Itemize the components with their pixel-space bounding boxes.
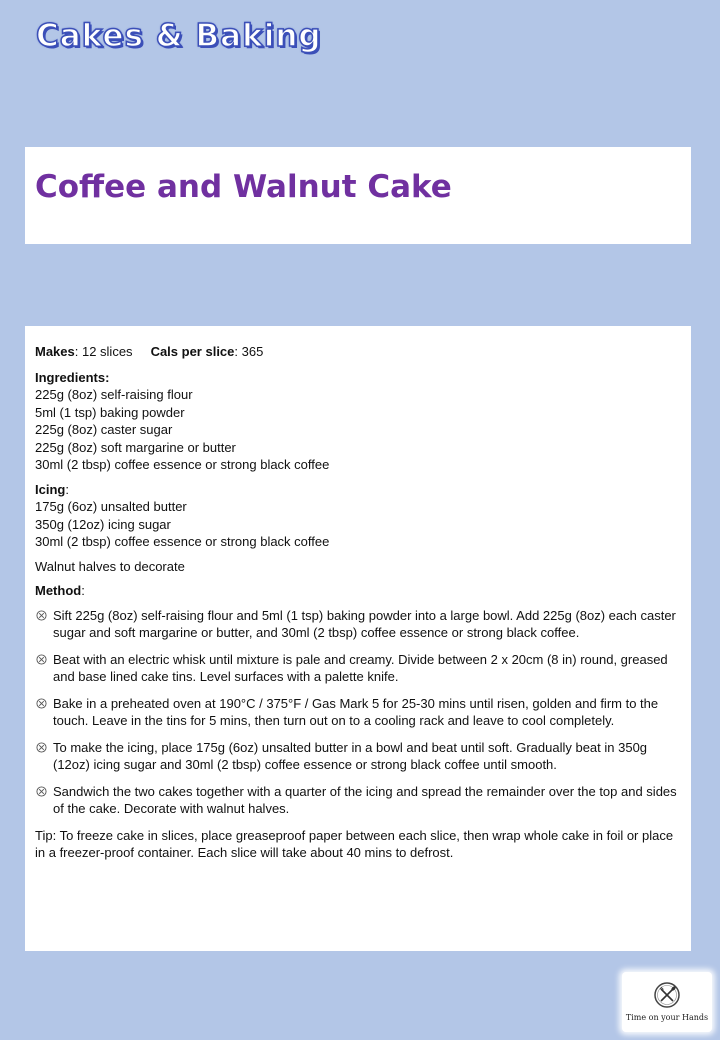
ingredients-section	[35, 369, 681, 474]
method-step	[35, 783, 681, 818]
bullet-icon	[36, 786, 47, 797]
icing-item: 175g (6oz) unsalted butter	[35, 499, 187, 514]
icing-section	[35, 481, 681, 551]
icing-item: 30ml (2 tbsp) coffee essence or strong black coffee	[35, 534, 330, 549]
decoration-note: Walnut halves to decorate	[35, 558, 185, 574]
method-step	[35, 651, 681, 686]
method-heading-suffix: :	[81, 583, 85, 598]
recipe-content	[25, 326, 691, 951]
title-panel	[25, 147, 691, 244]
brand-logo	[622, 972, 712, 1032]
icing-heading: Icing	[35, 481, 66, 497]
tip-text: Tip: To freeze cake in slices, place greaseproof paper between each slice, then wrap whole cake in foil or place in a freezer-proof container. Each slice will take about 40 mins to defrost.	[35, 827, 674, 860]
ingredient-item: 225g (8oz) self-raising flour	[35, 387, 193, 402]
ingredient-item: 5ml (1 tsp) baking powder	[35, 404, 185, 420]
clock-cutlery-icon	[653, 981, 681, 1009]
section-title: Cakes & Baking	[36, 18, 322, 54]
cals-value: : 365	[234, 344, 264, 359]
logo-text: Time on your Hands	[625, 1013, 709, 1022]
method-step-text: Sandwich the two cakes together with a quarter of the icing and spread the remainder over the top and sides of the cake. Decorate with walnut halves.	[53, 783, 677, 816]
icing-item: 350g (12oz) icing sugar	[35, 516, 171, 532]
method-heading-row	[35, 582, 681, 600]
method-step-text: Bake in a preheated oven at 190°C / 375°F / Gas Mark 5 for 25-30 mins until risen, golden and firm to the touch. Leave in the tins for 5 mins, then turn out on to a cooling rack and leave to cool completely.	[53, 695, 659, 728]
makes-value: : 12 slices	[74, 344, 133, 359]
ingredient-item: 30ml (2 tbsp) coffee essence or strong black coffee	[35, 457, 330, 472]
makes-label: Makes	[35, 344, 75, 359]
ingredients-heading: Ingredients:	[35, 369, 110, 385]
method-step-text: Beat with an electric whisk until mixture is pale and creamy. Divide between 2 x 20cm (8 in) round, greased and base lined cake tins. Level surfaces with a palette knife.	[53, 651, 668, 684]
method-step	[35, 607, 681, 642]
cals-label: Cals per slice	[150, 344, 235, 359]
recipe-meta	[35, 343, 681, 361]
method-heading: Method	[35, 583, 82, 598]
icing-heading-suffix: :	[65, 481, 69, 497]
bullet-icon	[36, 698, 47, 709]
bullet-icon	[36, 742, 47, 753]
ingredient-item: 225g (8oz) soft margarine or butter	[35, 439, 236, 455]
bullet-icon	[36, 610, 47, 621]
bullet-icon	[36, 654, 47, 665]
method-steps	[35, 607, 681, 818]
method-step	[35, 739, 681, 774]
method-step-text: Sift 225g (8oz) self-raising flour and 5ml (1 tsp) baking powder into a large bowl. Add 225g (8oz) each caster sugar and soft margarine or butter, and 30ml (2 tbsp) coffee essence or strong black coffee.	[53, 607, 676, 640]
recipe-title: Coffee and Walnut Cake	[35, 169, 452, 205]
method-step	[35, 695, 681, 730]
ingredient-item: 225g (8oz) caster sugar	[35, 422, 173, 437]
method-step-text: To make the icing, place 175g (6oz) unsalted butter in a bowl and beat until soft. Gradually beat in 350g (12oz) icing sugar and 30ml (2 tbsp) coffee essence or strong black coffee until smooth.	[53, 739, 648, 772]
